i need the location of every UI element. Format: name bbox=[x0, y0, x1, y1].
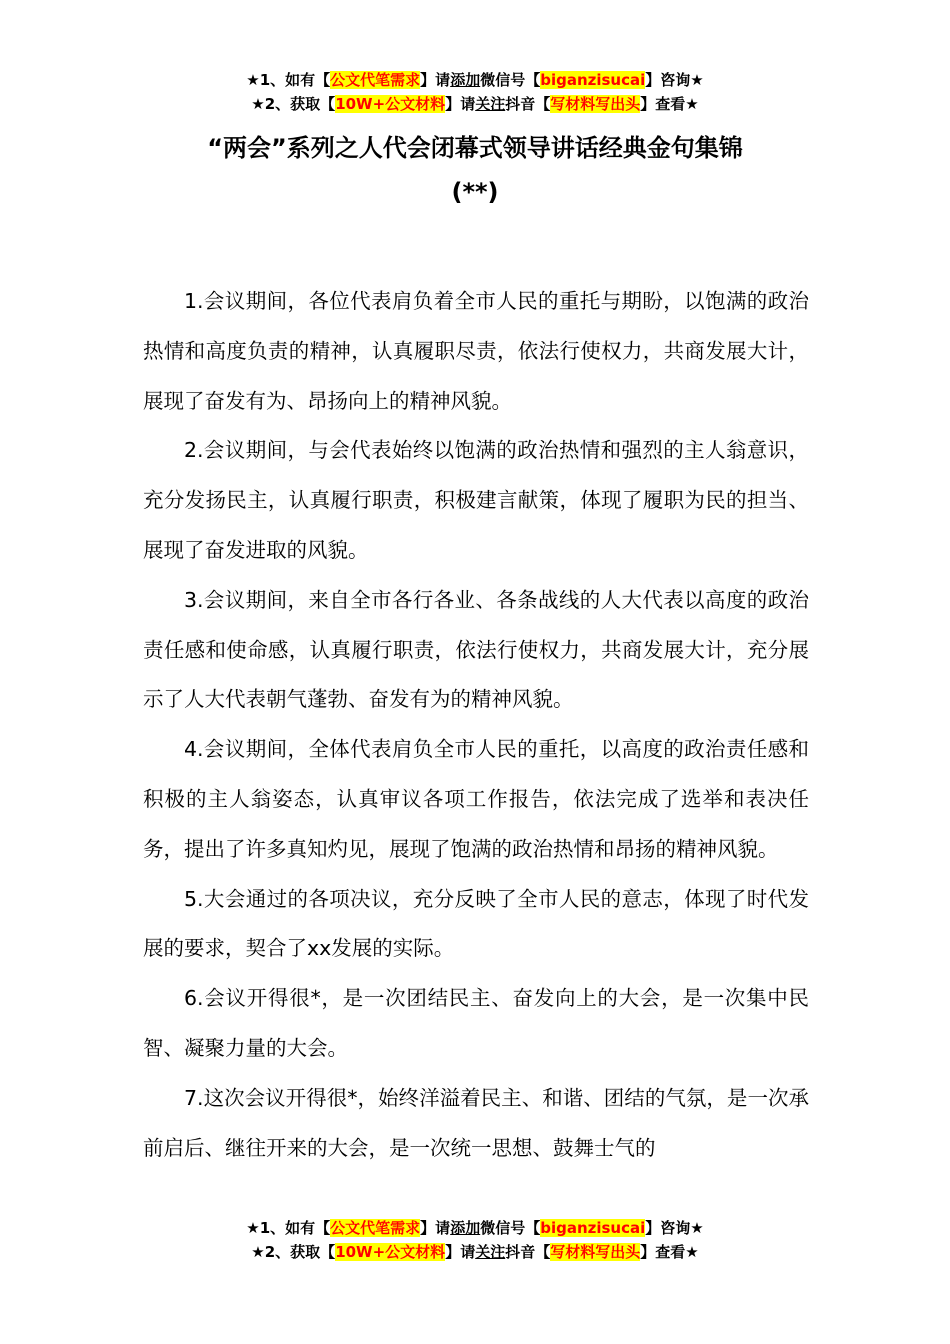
paragraph: 5.大会通过的各项决议，充分反映了全市人民的意志，体现了时代发展的要求，契合了xx发展的实际。 bbox=[143, 886, 809, 961]
ad-text: 微信号【 bbox=[480, 1219, 541, 1237]
ad-highlight: 公文代笔需求 bbox=[330, 71, 421, 89]
ad-highlight: 10W+公文材料 bbox=[335, 1243, 446, 1261]
paragraph: 2.会议期间，与会代表始终以饱满的政治热情和强烈的主人翁意识，充分发扬民主，认真履行职责，积极建言献策，体现了履职为民的担当、展现了奋发进取的风貌。 bbox=[143, 438, 809, 562]
paragraph: 7.这次会议开得很*，始终洋溢着民主、和谐、团结的气氛，是一次承前启后、继往开来的大会，是一次统一思想、鼓舞士气的 bbox=[143, 1085, 809, 1160]
ad-text: 抖音【 bbox=[505, 95, 551, 113]
ad-underline: 关注 bbox=[475, 1243, 506, 1261]
ad-text: 】咨询★ bbox=[645, 71, 704, 89]
header-ad bbox=[0, 68, 950, 116]
document-subtitle: (**) bbox=[451, 178, 499, 206]
paragraph: 3.会议期间，来自全市各行各业、各条战线的人大代表以高度的政治责任感和使命感，认真履行职责，依法行使权力，共商发展大计，充分展示了人大代表朝气蓬勃、奋发有为的精神风貌。 bbox=[143, 587, 809, 712]
ad-text: 抖音【 bbox=[505, 1243, 551, 1261]
ad-text: 】请 bbox=[420, 1219, 451, 1237]
paragraph: 1.会议期间，各位代表肩负着全市人民的重托与期盼，以饱满的政治热情和高度负责的精神，认真履职尽责，依法行使权力，共商发展大计，展现了奋发有为、昂扬向上的精神风貌。 bbox=[143, 289, 809, 413]
ad-highlight: 公文代笔需求 bbox=[330, 1219, 421, 1237]
ad-line-1 bbox=[0, 1216, 950, 1240]
ad-highlight: biganzisucai bbox=[540, 71, 646, 89]
ad-text: 】请 bbox=[445, 1243, 476, 1261]
document-body bbox=[143, 277, 809, 1173]
ad-text: ★2、获取【 bbox=[251, 1243, 336, 1261]
ad-highlight: 10W+公文材料 bbox=[335, 95, 446, 113]
ad-line-1 bbox=[0, 68, 950, 92]
ad-highlight: 写材料写出头 bbox=[550, 1243, 641, 1261]
ad-text: 】查看★ bbox=[640, 95, 699, 113]
ad-line-2 bbox=[0, 92, 950, 116]
ad-text: 】咨询★ bbox=[645, 1219, 704, 1237]
ad-highlight: biganzisucai bbox=[540, 1219, 646, 1237]
paragraph: 4.会议期间，全体代表肩负全市人民的重托，以高度的政治责任感和积极的主人翁姿态，认真审议各项工作报告，依法完成了选举和表决任务，提出了许多真知灼见，展现了饱满的政治热情和昂扬的精神风貌。 bbox=[143, 737, 809, 861]
ad-text: 微信号【 bbox=[480, 71, 541, 89]
document-title: “两会”系列之人代会闭幕式领导讲话经典金句集锦 bbox=[207, 134, 743, 162]
ad-text: 】请 bbox=[420, 71, 451, 89]
ad-highlight: 写材料写出头 bbox=[550, 95, 641, 113]
ad-text: ★1、如有【 bbox=[246, 1219, 331, 1237]
footer-ad bbox=[0, 1216, 950, 1264]
ad-text: 】请 bbox=[445, 95, 476, 113]
ad-underline: 添加 bbox=[450, 71, 481, 89]
ad-underline: 关注 bbox=[475, 95, 506, 113]
ad-line-2 bbox=[0, 1240, 950, 1264]
ad-text: ★1、如有【 bbox=[246, 71, 331, 89]
paragraph: 6.会议开得很*，是一次团结民主、奋发向上的大会，是一次集中民智、凝聚力量的大会。 bbox=[143, 986, 809, 1060]
ad-text: 】查看★ bbox=[640, 1243, 699, 1261]
ad-underline: 添加 bbox=[450, 1219, 481, 1237]
ad-text: ★2、获取【 bbox=[251, 95, 336, 113]
